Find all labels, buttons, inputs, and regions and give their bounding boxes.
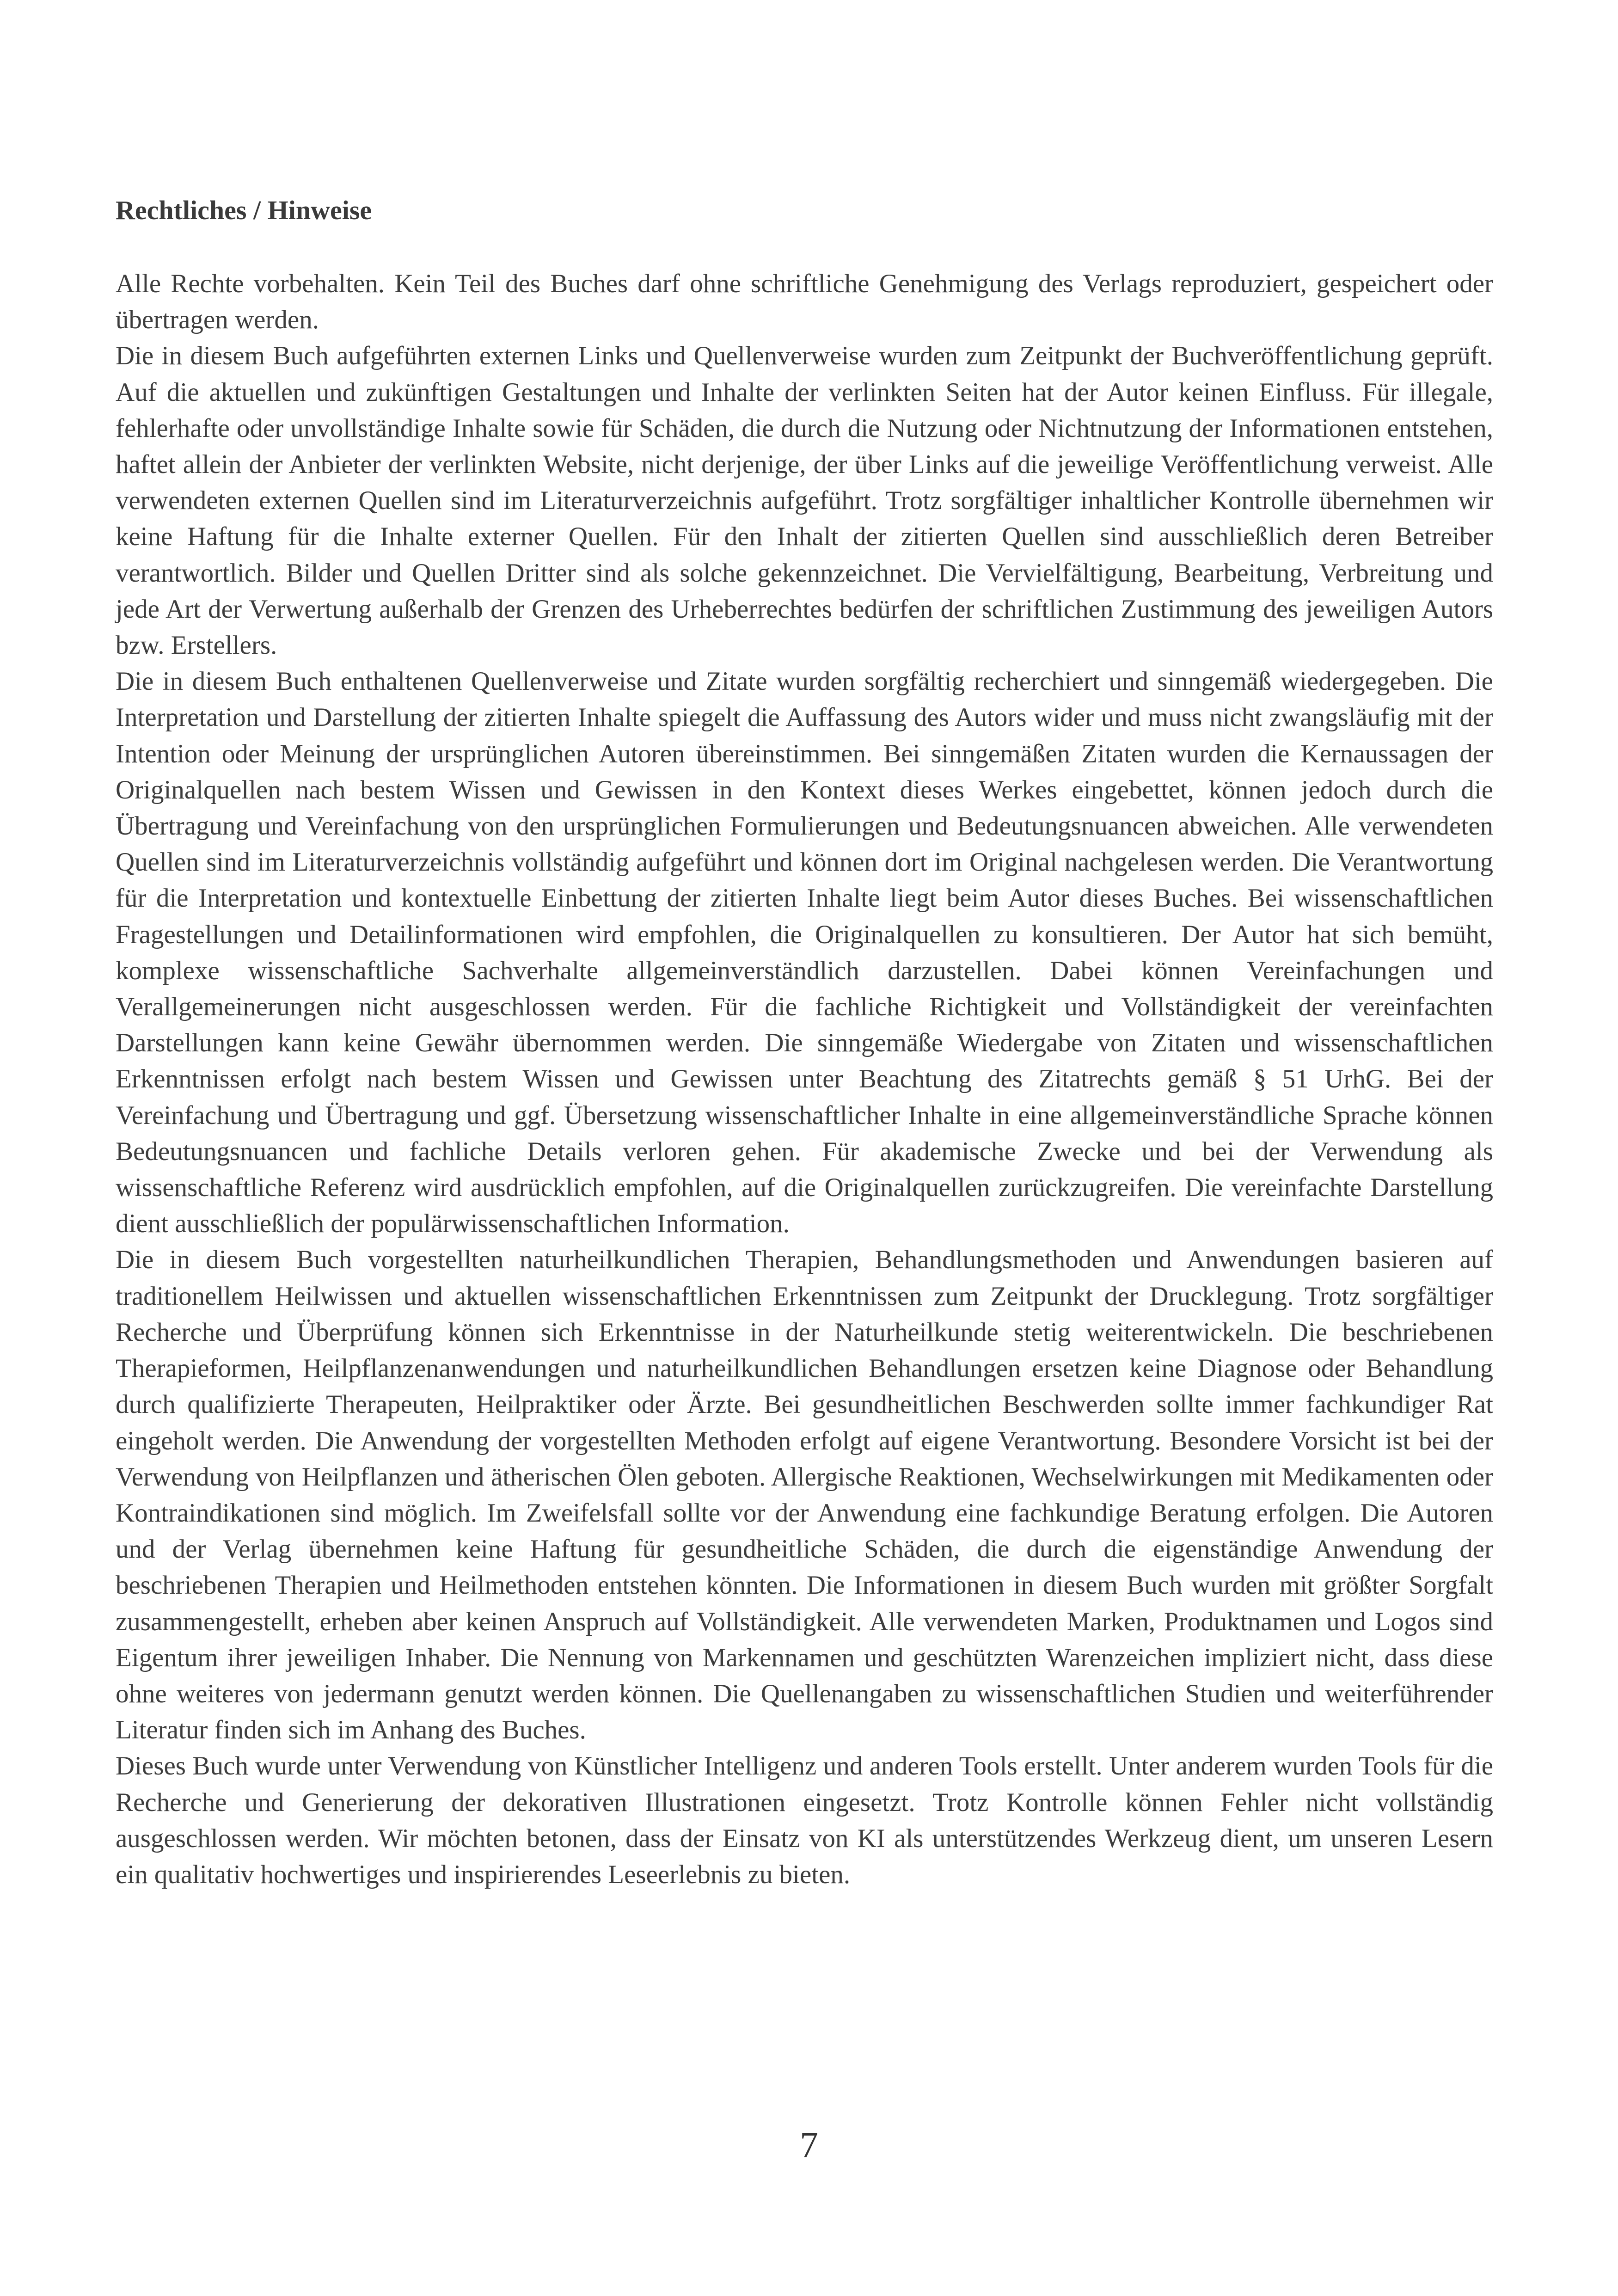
page-content xyxy=(116,192,1493,1893)
paragraph-rights: Alle Rechte vorbehalten. Kein Teil des Buches darf ohne schriftliche Genehmigung des Verlags reproduziert, gespeichert oder übertragen werden. xyxy=(116,269,1493,335)
section-heading: Rechtliches / Hinweise xyxy=(116,195,372,225)
paragraph-citations-disclaimer: Die in diesem Buch enthaltenen Quellenverweise und Zitate wurden sorgfältig recherchiert und sinngemäß wiedergegeben. Die Interpretation und Darstellung der zitierten Inhalte spiegelt die Auffassung des Autors wider und muss nicht zwangsläufig mit der Intention oder Meinung der ursprünglichen Autoren übereinstimmen. Bei sinngemäßen Zitaten wurden die Kernaussagen der Originalquellen nach bestem Wissen und Gewissen in den Kontext dieses Werkes eingebettet, können jedoch durch die Übertragung und Vereinfachung von den ursprünglichen Formulierungen und Bedeutungsnuancen abweichen. Alle verwendeten Quellen sind im Literaturverzeichnis vollständig aufgeführt und können dort im Original nachgelesen werden. Die Verantwortung für die Interpretation und kontextuelle Einbettung der zitierten Inhalte liegt beim Autor dieses Buches. Bei wissenschaftlichen Fragestellungen und Detailinformationen wird empfohlen, die Originalquellen zu konsultieren. Der Autor hat sich bemüht, komplexe wissenschaftliche Sachverhalte allgemeinverständlich darzustellen. Dabei können Vereinfachungen und Verallgemeinerungen nicht ausgeschlossen werden. Für die fachliche Richtigkeit und Vollständigkeit der vereinfachten Darstellungen kann keine Gewähr übernommen werden. Die sinngemäße Wiedergabe von Zitaten und wissenschaftlichen Erkenntnissen erfolgt nach bestem Wissen und Gewissen unter Beachtung des Zitatrechts gemäß § 51 UrhG. Bei der Vereinfachung und Übertragung und ggf. Übersetzung wissenschaftlicher Inhalte in eine allgemeinverständliche Sprache können Bedeutungsnuancen und fachliche Details verloren gehen. Für akademische Zwecke und bei der Verwendung als wissenschaftliche Referenz wird ausdrücklich empfohlen, auf die Originalquellen zurückzugreifen. Die vereinfachte Darstellung dient ausschließlich der populärwissenschaftlichen Information. xyxy=(116,667,1493,1239)
paragraph-health-disclaimer: Die in diesem Buch vorgestellten naturheilkundlichen Therapien, Behandlungsmethoden und Anwendungen basieren auf traditionellem Heilwissen und aktuellen wissenschaftlichen Erkenntnissen zum Zeitpunkt der Drucklegung. Trotz sorgfältiger Recherche und Überprüfung können sich Erkenntnisse in der Naturheilkunde stetig weiterentwickeln. Die beschriebenen Therapieformen, Heilpflanzenanwendungen und naturheilkundlichen Behandlungen ersetzen keine Diagnose oder Behandlung durch qualifizierte Therapeuten, Heilpraktiker oder Ärzte. Bei gesundheitlichen Beschwerden sollte immer fachkundiger Rat eingeholt werden. Die Anwendung der vorgestellten Methoden erfolgt auf eigene Verantwortung. Besondere Vorsicht ist bei der Verwendung von Heilpflanzen und ätherischen Ölen geboten. Allergische Reaktionen, Wechselwirkungen mit Medikamenten oder Kontraindikationen sind möglich. Im Zweifelsfall sollte vor der Anwendung eine fachkundige Beratung erfolgen. Die Autoren und der Verlag übernehmen keine Haftung für gesundheitliche Schäden, die durch die eigenständige Anwendung der beschriebenen Therapien und Heilmethoden entstehen könnten. Die Informationen in diesem Buch wurden mit größter Sorgfalt zusammengestellt, erheben aber keinen Anspruch auf Vollständigkeit. Alle verwendeten Marken, Produktnamen und Logos sind Eigentum ihrer jeweiligen Inhaber. Die Nennung von Markennamen und geschützten Warenzeichen impliziert nicht, dass diese ohne weiteres von jedermann genutzt werden können. Die Quellenangaben zu wissenschaftlichen Studien und weiterführender Literatur finden sich im Anhang des Buches. xyxy=(116,1245,1493,1745)
paragraph-links-disclaimer: Die in diesem Buch aufgeführten externen Links und Quellenverweise wurden zum Zeitpunkt der Buchveröffentlichung geprüft. Auf die aktuellen und zukünftigen Gestaltungen und Inhalte der verlinkten Seiten hat der Autor keinen Einfluss. Für illegale, fehlerhafte oder unvollständige Inhalte sowie für Schäden, die durch die Nutzung oder Nichtnutzung der Informationen entstehen, haftet allein der Anbieter der verlinkten Website, nicht derjenige, der über Links auf die jeweilige Veröffentlichung verweist. Alle verwendeten externen Quellen sind im Literaturverzeichnis aufgeführt. Trotz sorgfältiger inhaltlicher Kontrolle übernehmen wir keine Haftung für die Inhalte externer Quellen. Für den Inhalt der zitierten Quellen sind ausschließlich deren Betreiber verantwortlich. Bilder und Quellen Dritter sind als solche gekennzeichnet. Die Vervielfältigung, Bearbeitung, Verbreitung und jede Art der Verwertung außerhalb der Grenzen des Urheberrechtes bedürfen der schriftlichen Zustimmung des jeweiligen Autors bzw. Erstellers. xyxy=(116,341,1493,660)
page-number: 7 xyxy=(800,2125,818,2166)
paragraph-ai-disclaimer: Dieses Buch wurde unter Verwendung von Künstlicher Intelligenz und anderen Tools erstellt. Unter anderem wurden Tools für die Recherche und Generierung der dekorativen Illustrationen eingesetzt. Trotz Kontrolle können Fehler nicht vollständig ausgeschlossen werden. Wir möchten betonen, dass der Einsatz von KI als unterstützendes Werkzeug dient, um unseren Lesern ein qualitativ hochwertiges und inspirierendes Leseerlebnis zu bieten. xyxy=(116,1751,1493,1889)
